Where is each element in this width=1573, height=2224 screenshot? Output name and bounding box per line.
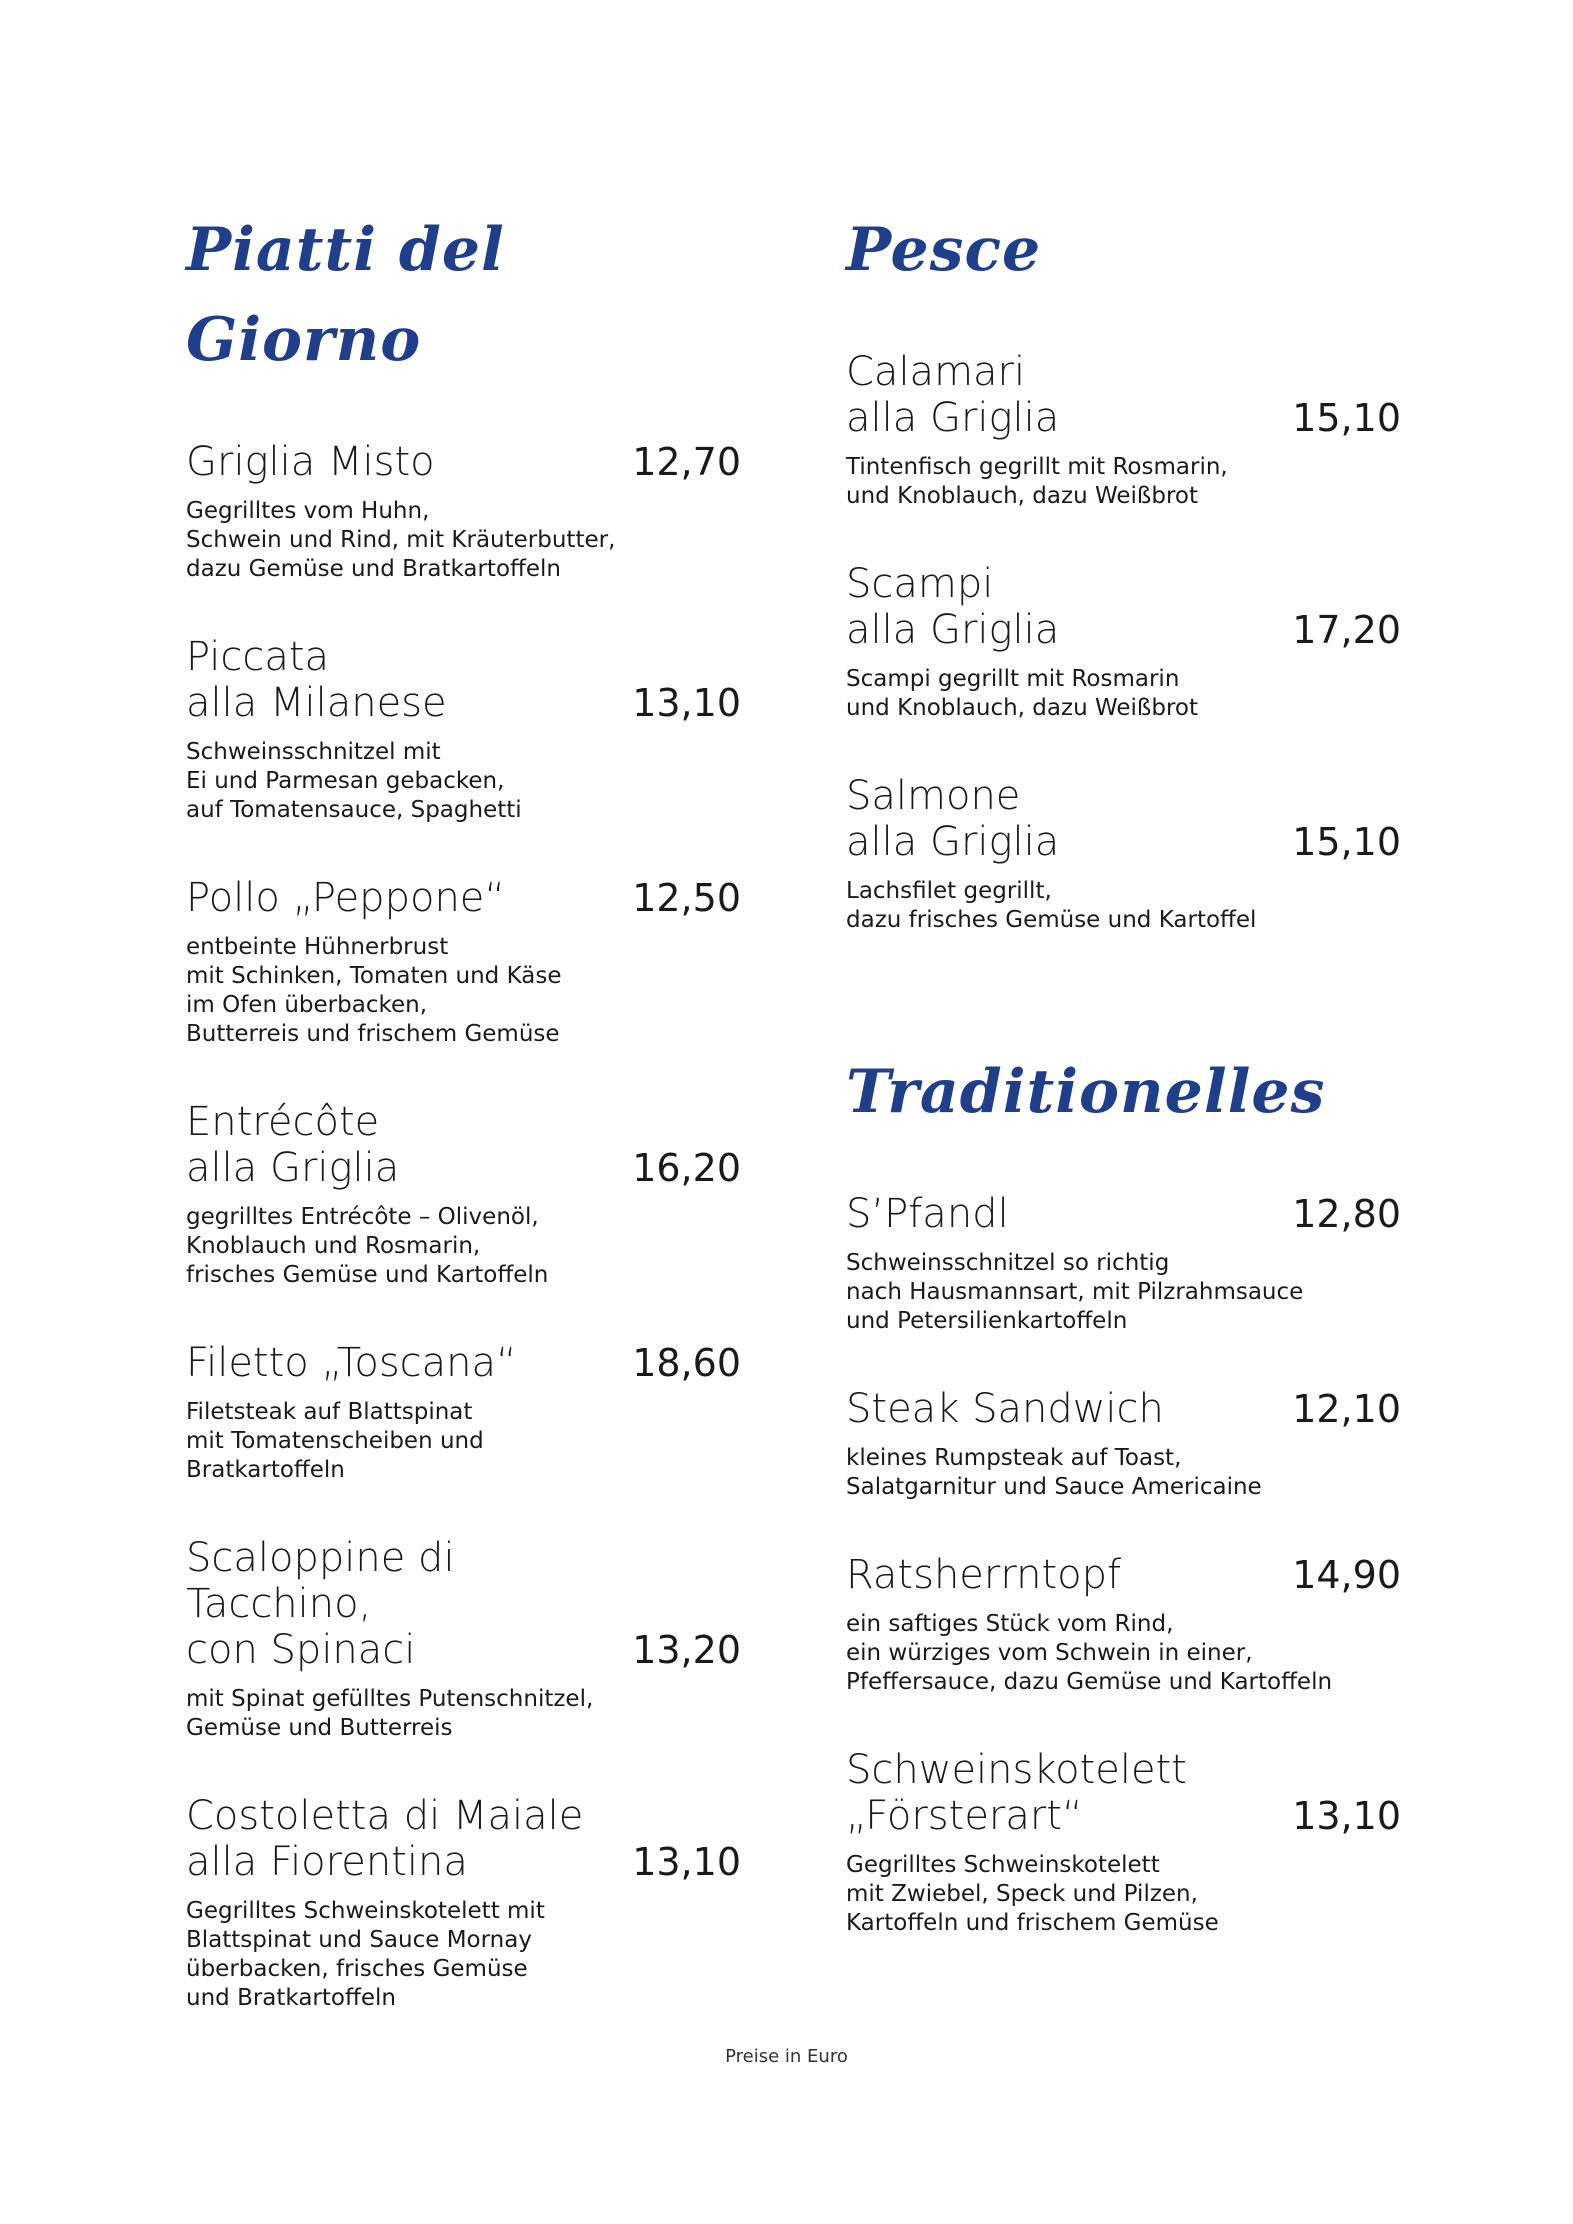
dish-price: 17,20 xyxy=(1292,608,1401,652)
dish-name: Entrécôte alla Griglia xyxy=(186,1099,400,1191)
dish-price: 13,10 xyxy=(1292,1794,1401,1838)
price-currency-note: Preise in Euro xyxy=(725,2046,848,2067)
menu-item xyxy=(846,1191,1401,1336)
menu-item-header xyxy=(186,1340,741,1386)
dish-price: 14,90 xyxy=(1292,1553,1401,1597)
menu-item xyxy=(846,1552,1401,1697)
menu-item-header xyxy=(846,1386,1401,1432)
menu-item xyxy=(186,634,741,825)
dish-name: Filetto „Toscana“ xyxy=(186,1340,517,1386)
section-title-piatti-del-giorno: Piatti del Giorno xyxy=(186,215,505,375)
dish-price: 16,20 xyxy=(632,1146,741,1190)
dish-price: 12,50 xyxy=(632,876,741,920)
menu-item xyxy=(186,1793,741,2013)
section-title-traditionelles: Traditionelles xyxy=(846,1057,1326,1127)
dish-description: Schweinsschnitzel mit Ei und Parmesan gebacken, auf Tomatensauce, Spaghetti xyxy=(186,739,522,823)
dish-name: Calamari alla Griglia xyxy=(846,349,1060,441)
section-spacer xyxy=(846,985,1401,1047)
dish-description: Gegrilltes vom Huhn, Schwein und Rind, mit Kräuterbutter, dazu Gemüse und Bratkartoffeln xyxy=(186,498,616,582)
menu-item-header xyxy=(846,561,1401,653)
right-column xyxy=(846,205,1401,1988)
menu-item-header xyxy=(186,1535,741,1673)
menu-item xyxy=(846,773,1401,935)
dish-description: Schweinsschnitzel so richtig nach Hausmannsart, mit Pilzrahmsauce und Petersilienkartoffeln xyxy=(846,1250,1304,1334)
dish-price: 13,20 xyxy=(632,1628,741,1672)
menu-item-header xyxy=(846,1191,1401,1237)
dish-price: 15,10 xyxy=(1292,820,1401,864)
dish-price: 18,60 xyxy=(632,1341,741,1385)
dish-description: Gegrilltes Schweinskotelett mit Zwiebel, Speck und Pilzen, Kartoffeln und frischem Gemüse xyxy=(846,1852,1219,1936)
menu-item-header xyxy=(846,773,1401,865)
menu-list-piatti-del-giorno xyxy=(186,439,741,2013)
dish-name: Costoletta di Maiale alla Fiorentina xyxy=(186,1793,584,1885)
menu-item-header xyxy=(186,1793,741,1885)
dish-description: Scampi gegrillt mit Rosmarin und Knoblauch, dazu Weißbrot xyxy=(846,666,1199,721)
menu-item-header xyxy=(846,1747,1401,1839)
dish-name: Scaloppine di Tacchino, con Spinaci xyxy=(186,1535,455,1673)
menu-item xyxy=(186,439,741,584)
menu-item-header xyxy=(186,439,741,485)
menu-item xyxy=(186,1099,741,1290)
menu-item-header xyxy=(186,634,741,726)
menu-list-traditionelles xyxy=(846,1191,1401,1938)
dish-name: Piccata alla Milanese xyxy=(186,634,447,726)
dish-description: Tintenfisch gegrillt mit Rosmarin, und Knoblauch, dazu Weißbrot xyxy=(846,454,1228,509)
menu-item-header xyxy=(186,875,741,921)
dish-price: 12,10 xyxy=(1292,1387,1401,1431)
section-title-pesce: Pesce xyxy=(846,215,1042,285)
menu-item xyxy=(846,349,1401,511)
dish-name: S’Pfandl xyxy=(846,1191,1009,1237)
dish-description: Gegrilltes Schweinskotelett mit Blattspinat und Sauce Mornay überbacken, frisches Gemüse und Bratkartoffeln xyxy=(186,1898,545,2011)
menu-item-header xyxy=(846,349,1401,441)
menu-list-pesce xyxy=(846,349,1401,935)
dish-name: Steak Sandwich xyxy=(846,1386,1164,1432)
menu-item-header xyxy=(186,1099,741,1191)
dish-name: Salmone alla Griglia xyxy=(846,773,1060,865)
dish-description: entbeinte Hühnerbrust mit Schinken, Tomaten und Käse im Ofen überbacken, Butterreis und frischem Gemüse xyxy=(186,934,562,1047)
menu-item xyxy=(846,1747,1401,1938)
dish-name: Scampi alla Griglia xyxy=(846,561,1060,653)
menu-item xyxy=(846,561,1401,723)
dish-description: kleines Rumpsteak auf Toast, Salatgarnitur und Sauce Americaine xyxy=(846,1445,1262,1500)
dish-description: gegrilltes Entrécôte – Olivenöl, Knoblauch und Rosmarin, frisches Gemüse und Kartoffeln xyxy=(186,1204,549,1288)
menu-item xyxy=(186,1535,741,1743)
left-column xyxy=(186,205,741,2063)
menu-item xyxy=(186,1340,741,1485)
menu-item xyxy=(186,875,741,1049)
dish-name: Schweinskotelett „Försterart“ xyxy=(846,1747,1187,1839)
dish-price: 12,80 xyxy=(1292,1192,1401,1236)
dish-price: 15,10 xyxy=(1292,396,1401,440)
menu-item xyxy=(846,1386,1401,1502)
dish-price: 12,70 xyxy=(632,440,741,484)
dish-name: Pollo „Peppone“ xyxy=(186,875,506,921)
dish-price: 13,10 xyxy=(632,1840,741,1884)
dish-description: ein saftiges Stück vom Rind, ein würziges vom Schwein in einer, Pfeffersauce, dazu Gemüse und Kartoffeln xyxy=(846,1611,1333,1695)
dish-name: Griglia Misto xyxy=(186,439,435,485)
dish-price: 13,10 xyxy=(632,681,741,725)
menu-item-header xyxy=(846,1552,1401,1598)
dish-description: mit Spinat gefülltes Putenschnitzel, Gemüse und Butterreis xyxy=(186,1686,594,1741)
dish-name: Ratsherrntopf xyxy=(846,1552,1122,1598)
dish-description: Lachsfilet gegrillt, dazu frisches Gemüse und Kartoffel xyxy=(846,878,1257,933)
dish-description: Filetsteak auf Blattspinat mit Tomatenscheiben und Bratkartoffeln xyxy=(186,1399,484,1483)
